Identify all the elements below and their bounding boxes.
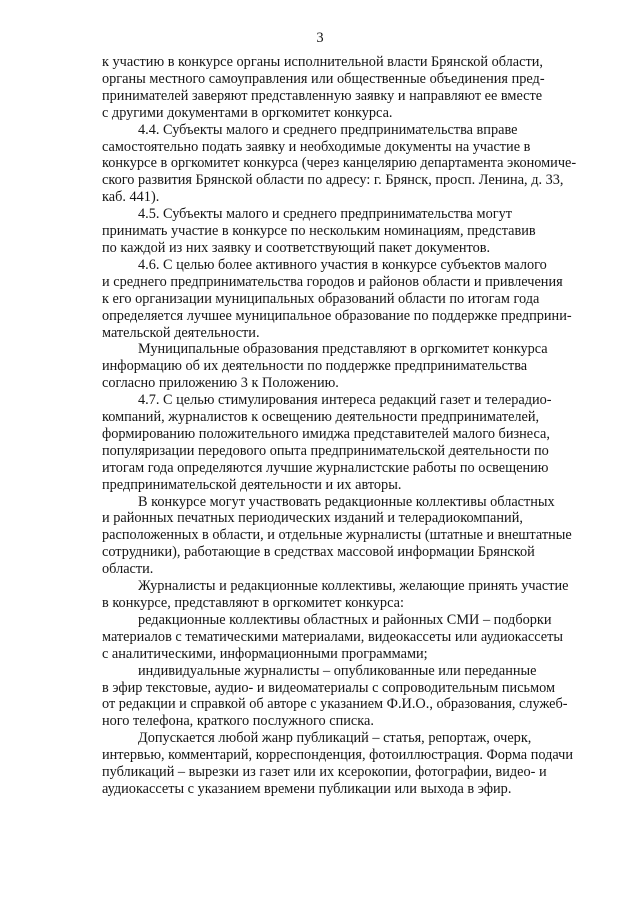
- paragraph-4-4: 4.4. Субъекты малого и среднего предпринимательства вправе самостоятельно подать заявку и необходимые документы на участие в конкурсе в оргкомитет конкурса (через канцелярию департамента экономиче- ского развития Брянской области по адресу: г. Брянск, просп. Ленина, д. 33, каб. 441).: [102, 121, 577, 206]
- paragraph-submission-intro: Журналисты и редакционные коллективы, желающие принять участие в конкурсе, представляют в оргкомитет конкурса:: [102, 578, 569, 611]
- document-body: [102, 54, 595, 798]
- paragraph-genres: Допускается любой жанр публикаций – статья, репортаж, очерк, интервью, комментарий, корреспонденция, фотоиллюстрация. Форма подачи публикаций – вырезки из газет или их ксерокопии, фотографии, видео- и аудиокассеты с указанием времени публикации или выхода в эфир.: [102, 730, 574, 797]
- paragraph-municipal-info: Муниципальные образования представляют в оргкомитет конкурса информацию об их деятельности по поддержке предпринимательства согласно приложению 3 к Положению.: [102, 341, 548, 392]
- paragraph-4-7: 4.7. С целью стимулирования интереса редакций газет и телерадио- компаний, журналистов к освещению деятельности предпринимателей, формированию положительного имиджа представителей малого бизнеса, популяризации передового опыта предпринимательской деятельности по итогам года определяются лучшие журналистские работы по освещению предпринимательской деятельности и их авторы.: [102, 392, 552, 493]
- paragraph-editorial-teams: редакционные коллективы областных и районных СМИ – подборки материалов с тематическими материалами, видеокассеты или аудиокассеты с аналитическими, информационными программами;: [102, 611, 563, 662]
- page-number: 3: [316, 30, 324, 46]
- paragraph-continuation-4-3: к участию в конкурсе органы исполнительной власти Брянской области, органы местного самоуправления или общественные объединения пред- принимателей заверяют представленную заявку и направляют ее вместе с другими документами в оргкомитет конкурса.: [102, 54, 545, 121]
- paragraph-4-5: 4.5. Субъекты малого и среднего предпринимательства могут принимать участие в конкурсе по нескольким номинациям, представив по каждой из них заявку и соответствующий пакет документов.: [102, 206, 536, 256]
- paragraph-individual-journalists: индивидуальные журналисты – опубликованные или переданные в эфир текстовые, аудио- и видеоматериалы с сопроводительным письмом от редакции и справкой об авторе с указанием Ф.И.О., образования, служеб- ного телефона, краткого послужного списка.: [102, 662, 568, 730]
- paragraph-participants: В конкурсе могут участвовать редакционные коллективы областных и районных печатных периодических изданий и телерадиокомпаний, расположенных в области, и отдельные журналисты (штатные и внештатные сотрудники), работающие в средствах массовой информации Брянской области.: [102, 493, 572, 578]
- paragraph-4-6: 4.6. С целью более активного участия в конкурсе субъектов малого и среднего предпринимательства городов и районов области и привлечения к его организации муниципальных образований области по итогам года определяется лучшее муниципальное образование по поддержке предприни- мательской деятельности.: [102, 256, 572, 341]
